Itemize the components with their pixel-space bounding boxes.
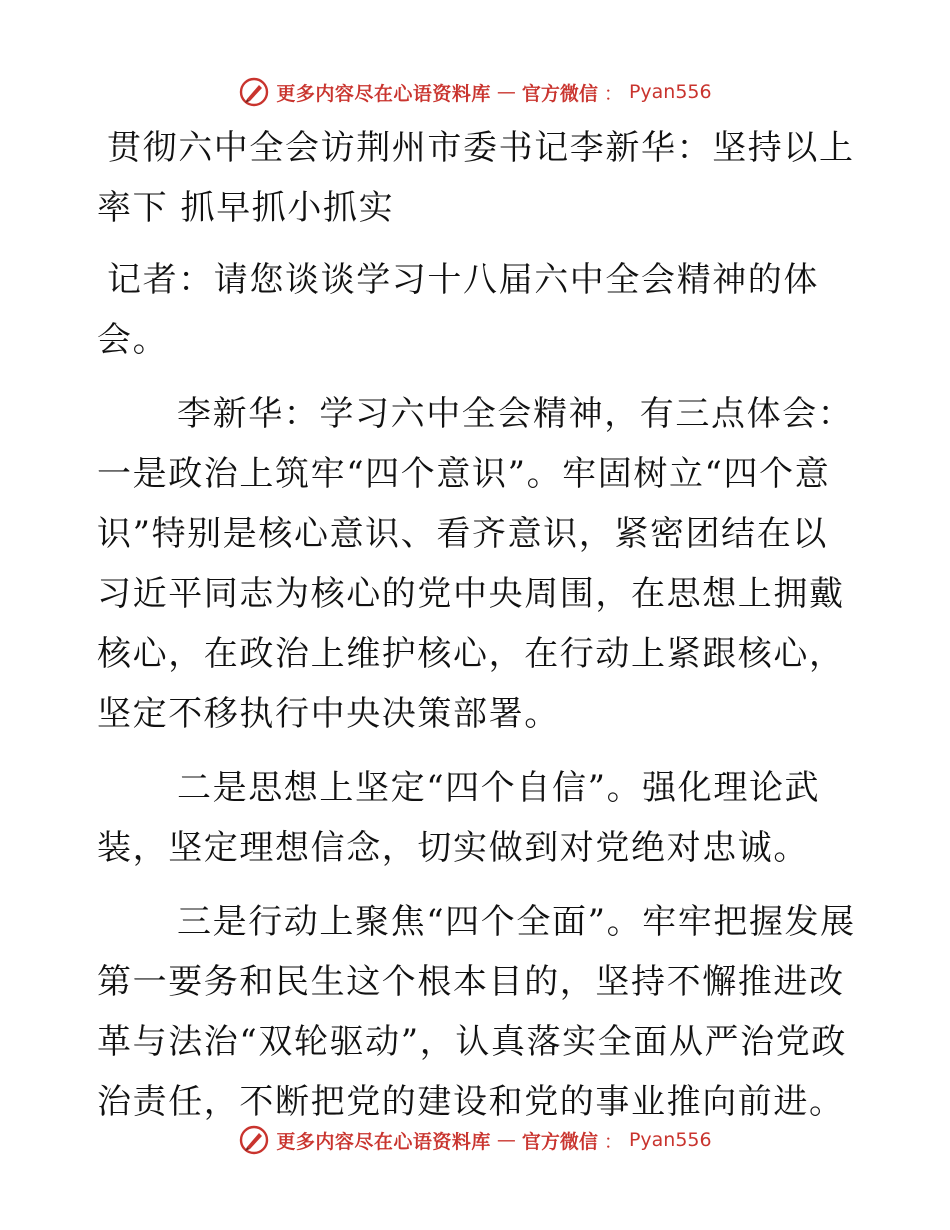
answer-point-1: 一是政治上筑牢“四个意识”。牢固树立“四个意识”特别是核心意识、看齐意识，紧密团结在以习近平同志为核心的党中央周围，在思想上拥戴核心，在政治上维护核心，在行动上紧跟核心，坚定不移执行中央决策部署。 xyxy=(97,454,845,734)
reporter-question: 记者：请您谈谈学习十八届六中全会精神的体会。 xyxy=(97,260,819,360)
banner-main-text: 更多内容尽在心语资料库 xyxy=(276,1130,491,1153)
banner-wechat-label: 官方微信 xyxy=(521,82,598,105)
header-watermark-banner xyxy=(0,72,950,112)
banner-wechat-label: 官方微信 xyxy=(521,1130,598,1153)
banner-colon: ： xyxy=(603,1130,623,1153)
pen-logo-icon xyxy=(238,76,270,108)
pen-logo-icon xyxy=(238,1124,270,1156)
banner-main-text: 更多内容尽在心语资料库 xyxy=(276,82,491,105)
answer-point-2: 二是思想上坚定“四个自信”。强化理论武装，坚定理想信念，切实做到对党绝对忠诚。 xyxy=(97,768,821,868)
article-title: 贯彻六中全会访荆州市委书记李新华：坚持以上率下 抓早抓小抓实 xyxy=(97,128,855,228)
banner-wechat-id: Pyan556 xyxy=(628,81,712,103)
footer-watermark-banner xyxy=(0,1120,950,1160)
banner-colon: ： xyxy=(603,82,623,105)
banner-wechat-id: Pyan556 xyxy=(628,1129,712,1151)
banner-dash: — xyxy=(496,81,516,103)
answer-point-3: 三是行动上聚焦“四个全面”。牢牢把握发展第一要务和民生这个根本目的，坚持不懈推进改革与法治“双轮驱动”，认真落实全面从严治党政治责任，不断把党的建设和党的事业推向前进。 xyxy=(97,902,856,1122)
article-body xyxy=(97,118,857,1146)
banner-dash: — xyxy=(496,1129,516,1151)
answer-intro: 李新华：学习六中全会精神，有三点体会： xyxy=(177,394,854,434)
